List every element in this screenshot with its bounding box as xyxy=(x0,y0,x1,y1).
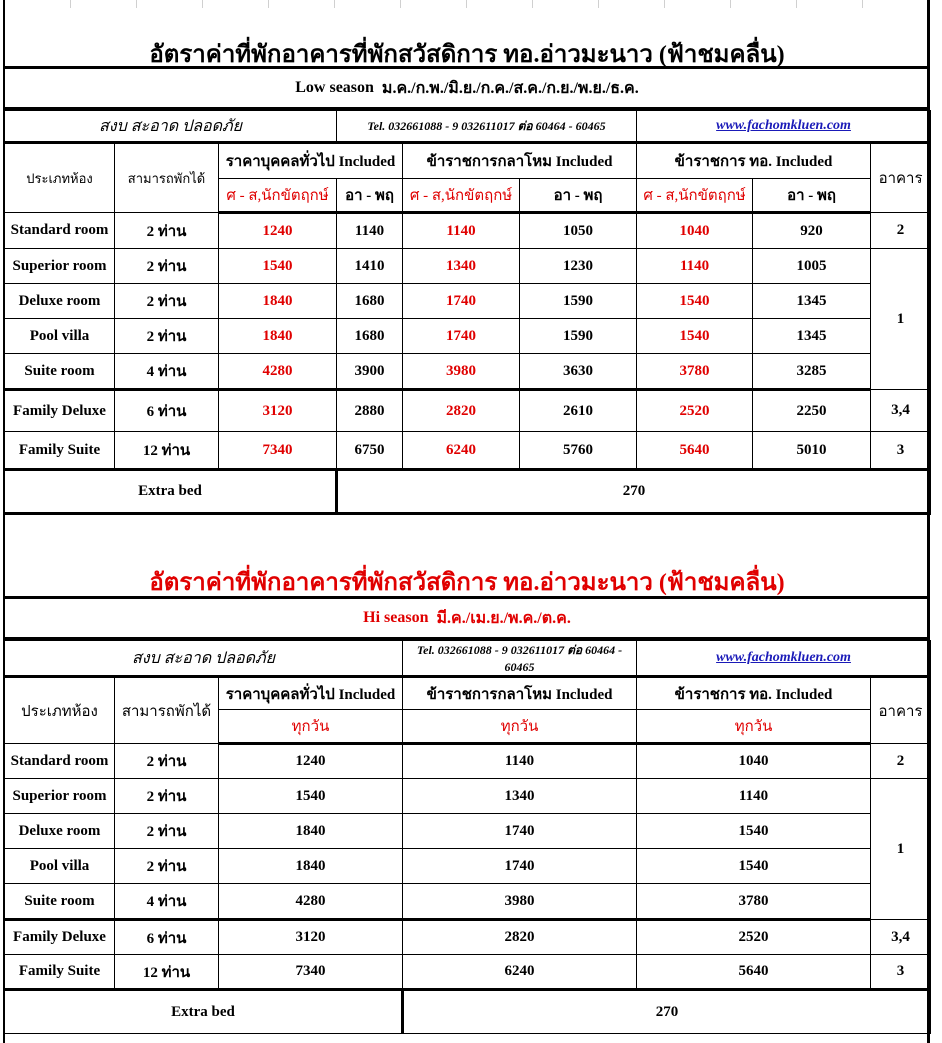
room-capacity: 6 ท่าน xyxy=(115,920,219,955)
header-everyday: ทุกวัน xyxy=(219,710,403,744)
building-number: 3,4 xyxy=(871,390,931,432)
telephone: Tel. 032661088 - 9 032611017 ต่อ 60464 - 60465 xyxy=(337,111,637,143)
table-row xyxy=(5,390,931,432)
price-cell: 1540 xyxy=(637,319,753,354)
hi-season-months: มี.ค./เม.ย./พ.ค./ต.ค. xyxy=(436,609,571,627)
price-cell: 1840 xyxy=(219,319,337,354)
header-everyday: ทุกวัน xyxy=(403,710,637,744)
price-cell: 3120 xyxy=(219,920,403,955)
room-capacity: 6 ท่าน xyxy=(115,390,219,432)
price-cell: 1410 xyxy=(337,249,403,284)
room-capacity: 12 ท่าน xyxy=(115,955,219,990)
hi-season-table xyxy=(4,640,931,1034)
price-cell: 3980 xyxy=(403,884,637,920)
price-cell: 7340 xyxy=(219,432,337,470)
header-defense: ข้าราชการกลาโหม Included xyxy=(403,143,637,179)
sheet-gridlines xyxy=(4,0,942,8)
price-cell: 1540 xyxy=(219,779,403,814)
extra-bed-row xyxy=(5,470,931,514)
price-cell: 3900 xyxy=(337,354,403,390)
price-cell: 2610 xyxy=(520,390,637,432)
header-capacity: สามารถพักได้ xyxy=(115,143,219,213)
price-cell: 1540 xyxy=(637,284,753,319)
low-season-label: Low season xyxy=(295,79,374,96)
website-link[interactable]: www.fachomkluen.com xyxy=(637,111,931,143)
hi-season-title: อัตราค่าที่พักอาคารที่พักสวัสดิการ ทอ.อ่าวมะนาว (ฟ้าชมคลื่น) xyxy=(149,570,785,596)
price-cell: 3980 xyxy=(403,354,520,390)
price-cell: 2250 xyxy=(753,390,871,432)
room-capacity: 2 ท่าน xyxy=(115,284,219,319)
extra-bed-price: 270 xyxy=(337,470,931,514)
room-name: Family Deluxe xyxy=(5,390,115,432)
table-row xyxy=(5,432,931,470)
price-cell: 1345 xyxy=(753,284,871,319)
table-row xyxy=(5,814,931,849)
price-cell: 1040 xyxy=(637,213,753,249)
website-link[interactable]: www.fachomkluen.com xyxy=(637,641,931,677)
building-number: 1 xyxy=(871,249,931,390)
header-airforce: ข้าราชการ ทอ. Included xyxy=(637,143,871,179)
extra-bed-label: Extra bed xyxy=(5,470,337,514)
price-cell: 1740 xyxy=(403,814,637,849)
building-number: 1 xyxy=(871,779,931,920)
price-cell: 1740 xyxy=(403,849,637,884)
price-cell: 6750 xyxy=(337,432,403,470)
room-name: Suite room xyxy=(5,354,115,390)
price-cell: 1345 xyxy=(753,319,871,354)
building-number: 3,4 xyxy=(871,920,931,955)
price-cell: 5760 xyxy=(520,432,637,470)
price-cell: 1590 xyxy=(520,319,637,354)
motto: สงบ สะอาด ปลอดภัย xyxy=(5,111,337,143)
price-cell: 3780 xyxy=(637,354,753,390)
header-room-type: ประเภทห้อง xyxy=(5,143,115,213)
price-cell: 1740 xyxy=(403,284,520,319)
room-capacity: 4 ท่าน xyxy=(115,884,219,920)
header-building: อาคาร xyxy=(871,677,931,744)
room-name: Family Suite xyxy=(5,432,115,470)
price-cell: 1680 xyxy=(337,284,403,319)
room-name: Standard room xyxy=(5,213,115,249)
header-everyday: ทุกวัน xyxy=(637,710,871,744)
price-cell: 4280 xyxy=(219,354,337,390)
price-cell: 1005 xyxy=(753,249,871,284)
room-capacity: 2 ท่าน xyxy=(115,213,219,249)
table-row xyxy=(5,920,931,955)
header-weekend: ศ - ส,นักขัตฤกษ์ xyxy=(403,179,520,213)
room-capacity: 4 ท่าน xyxy=(115,354,219,390)
low-season-band xyxy=(4,66,930,110)
header-room-type: ประเภทห้อง xyxy=(5,677,115,744)
price-cell: 3630 xyxy=(520,354,637,390)
table-row xyxy=(5,284,931,319)
price-cell: 7340 xyxy=(219,955,403,990)
hi-season-section xyxy=(4,562,930,1034)
price-cell: 1140 xyxy=(403,744,637,779)
room-capacity: 2 ท่าน xyxy=(115,849,219,884)
room-capacity: 2 ท่าน xyxy=(115,249,219,284)
extra-bed-row xyxy=(5,990,931,1034)
header-capacity: สามารถพักได้ xyxy=(115,677,219,744)
room-capacity: 2 ท่าน xyxy=(115,744,219,779)
room-name: Pool villa xyxy=(5,849,115,884)
room-name: Family Suite xyxy=(5,955,115,990)
header-weekend: ศ - ส,นักขัตฤกษ์ xyxy=(219,179,337,213)
price-cell: 1140 xyxy=(637,779,871,814)
header-general: ราคาบุคคลทั่วไป Included xyxy=(219,143,403,179)
motto: สงบ สะอาด ปลอดภัย xyxy=(5,641,403,677)
price-cell: 1140 xyxy=(637,249,753,284)
price-cell: 1040 xyxy=(637,744,871,779)
room-name: Superior room xyxy=(5,779,115,814)
price-cell: 1840 xyxy=(219,814,403,849)
price-cell: 1230 xyxy=(520,249,637,284)
price-cell: 3285 xyxy=(753,354,871,390)
header-weekday: อา - พฤ xyxy=(753,179,871,213)
table-row xyxy=(5,884,931,920)
price-cell: 6240 xyxy=(403,955,637,990)
price-cell: 3780 xyxy=(637,884,871,920)
header-weekday: อา - พฤ xyxy=(520,179,637,213)
low-season-title: อัตราค่าที่พักอาคารที่พักสวัสดิการ ทอ.อ่าวมะนาว (ฟ้าชมคลื่น) xyxy=(149,42,785,68)
room-name: Pool villa xyxy=(5,319,115,354)
room-name: Superior room xyxy=(5,249,115,284)
price-cell: 6240 xyxy=(403,432,520,470)
building-number: 2 xyxy=(871,213,931,249)
price-cell: 5640 xyxy=(637,432,753,470)
telephone: Tel. 032661088 - 9 032611017 ต่อ 60464 - 60465 xyxy=(403,641,637,677)
room-capacity: 2 ท่าน xyxy=(115,319,219,354)
room-name: Family Deluxe xyxy=(5,920,115,955)
building-number: 3 xyxy=(871,955,931,990)
table-row xyxy=(5,319,931,354)
price-cell: 1680 xyxy=(337,319,403,354)
price-cell: 920 xyxy=(753,213,871,249)
header-airforce: ข้าราชการ ทอ. Included xyxy=(637,677,871,710)
price-cell: 1140 xyxy=(337,213,403,249)
room-capacity: 2 ท่าน xyxy=(115,814,219,849)
room-name: Deluxe room xyxy=(5,814,115,849)
table-row xyxy=(5,955,931,990)
room-name: Deluxe room xyxy=(5,284,115,319)
price-cell: 1050 xyxy=(520,213,637,249)
price-cell: 1540 xyxy=(637,814,871,849)
low-season-section xyxy=(4,34,930,515)
room-name: Standard room xyxy=(5,744,115,779)
room-name: Suite room xyxy=(5,884,115,920)
price-cell: 1840 xyxy=(219,284,337,319)
building-number: 3 xyxy=(871,432,931,470)
table-row xyxy=(5,354,931,390)
price-cell: 5640 xyxy=(637,955,871,990)
price-cell: 1240 xyxy=(219,213,337,249)
price-cell: 2820 xyxy=(403,390,520,432)
room-capacity: 2 ท่าน xyxy=(115,779,219,814)
header-weekend: ศ - ส,นักขัตฤกษ์ xyxy=(637,179,753,213)
price-cell: 2520 xyxy=(637,920,871,955)
table-row xyxy=(5,779,931,814)
header-building: อาคาร xyxy=(871,143,931,213)
price-cell: 3120 xyxy=(219,390,337,432)
price-cell: 2520 xyxy=(637,390,753,432)
header-defense: ข้าราชการกลาโหม Included xyxy=(403,677,637,710)
price-cell: 1340 xyxy=(403,779,637,814)
header-general: ราคาบุคคลทั่วไป Included xyxy=(219,677,403,710)
extra-bed-label: Extra bed xyxy=(5,990,403,1034)
hi-season-band xyxy=(4,596,930,640)
building-number: 2 xyxy=(871,744,931,779)
table-row xyxy=(5,849,931,884)
table-row xyxy=(5,249,931,284)
price-cell: 1840 xyxy=(219,849,403,884)
header-weekday: อา - พฤ xyxy=(337,179,403,213)
room-capacity: 12 ท่าน xyxy=(115,432,219,470)
low-season-table xyxy=(4,110,931,515)
price-cell: 2880 xyxy=(337,390,403,432)
extra-bed-price: 270 xyxy=(403,990,931,1034)
table-row xyxy=(5,744,931,779)
price-cell: 1740 xyxy=(403,319,520,354)
table-row xyxy=(5,213,931,249)
price-cell: 1540 xyxy=(637,849,871,884)
price-cell: 1540 xyxy=(219,249,337,284)
low-season-months: ม.ค./ก.พ./มิ.ย./ก.ค./ส.ค./ก.ย./พ.ย./ธ.ค. xyxy=(381,79,639,97)
price-cell: 1140 xyxy=(403,213,520,249)
price-cell: 2820 xyxy=(403,920,637,955)
price-cell: 1340 xyxy=(403,249,520,284)
price-cell: 4280 xyxy=(219,884,403,920)
price-cell: 1240 xyxy=(219,744,403,779)
hi-season-label: Hi season xyxy=(363,609,429,626)
price-cell: 1590 xyxy=(520,284,637,319)
price-cell: 5010 xyxy=(753,432,871,470)
